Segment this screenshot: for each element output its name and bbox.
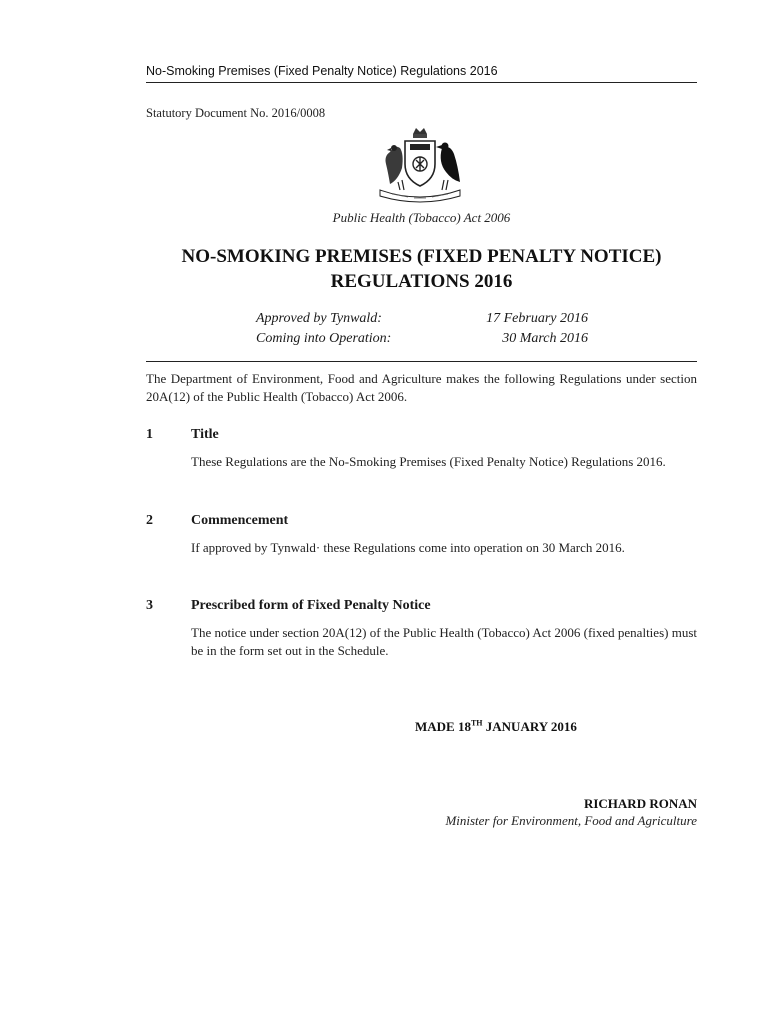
- enabling-act: Public Health (Tobacco) Act 2006: [332, 210, 511, 225]
- date-label: Approved by Tynwald:: [256, 311, 382, 326]
- date-row: [256, 331, 588, 351]
- title-line-2: REGULATIONS 2016: [330, 271, 513, 292]
- section-heading: Commencement: [191, 513, 289, 528]
- section-text: The notice under section 20A(12) of the Public Health (Tobacco) Act 2006 (fixed penalties) must be in the form set out in the Schedule.: [191, 625, 697, 658]
- made-date: [415, 719, 577, 735]
- date-value: 30 March 2016: [502, 331, 588, 346]
- section-number: 2: [146, 513, 153, 528]
- page-title: [146, 244, 697, 294]
- signatory-name: RICHARD RONAN: [583, 796, 697, 811]
- section-text: If approved by Tynwald· these Regulations come into operation on 30 March 2016.: [191, 540, 625, 555]
- preamble: The Department of Environment, Food and Agriculture makes the following Regulations under section 20A(12) of the Public Health (Tobacco) Act 2006.: [146, 371, 697, 404]
- signatory-role: Minister for Environment, Food and Agriculture: [445, 813, 697, 828]
- header-divider: [146, 82, 697, 83]
- body-divider: [146, 361, 697, 362]
- date-row: [256, 311, 588, 331]
- dates-table: [256, 311, 588, 351]
- section-heading: Prescribed form of Fixed Penalty Notice: [191, 598, 431, 613]
- made-date-suffix: JANUARY 2016: [482, 719, 577, 734]
- made-date-ordinal: TH: [470, 718, 483, 728]
- title-line-1: NO-SMOKING PREMISES (FIXED PENALTY NOTICE): [181, 246, 662, 267]
- statutory-document-number: Statutory Document No. 2016/0008: [146, 106, 326, 120]
- section-text: These Regulations are the No-Smoking Premises (Fixed Penalty Notice) Regulations 2016.: [191, 454, 666, 469]
- section-heading: Title: [191, 427, 219, 442]
- made-date-prefix: MADE 18: [415, 719, 471, 734]
- section-number: 1: [146, 427, 153, 442]
- date-label: Coming into Operation:: [256, 331, 392, 346]
- section-number: 3: [146, 598, 153, 613]
- running-header: No-Smoking Premises (Fixed Penalty Notice) Regulations 2016: [146, 64, 498, 78]
- coat-of-arms-icon: [372, 124, 468, 204]
- date-value: 17 February 2016: [486, 311, 588, 326]
